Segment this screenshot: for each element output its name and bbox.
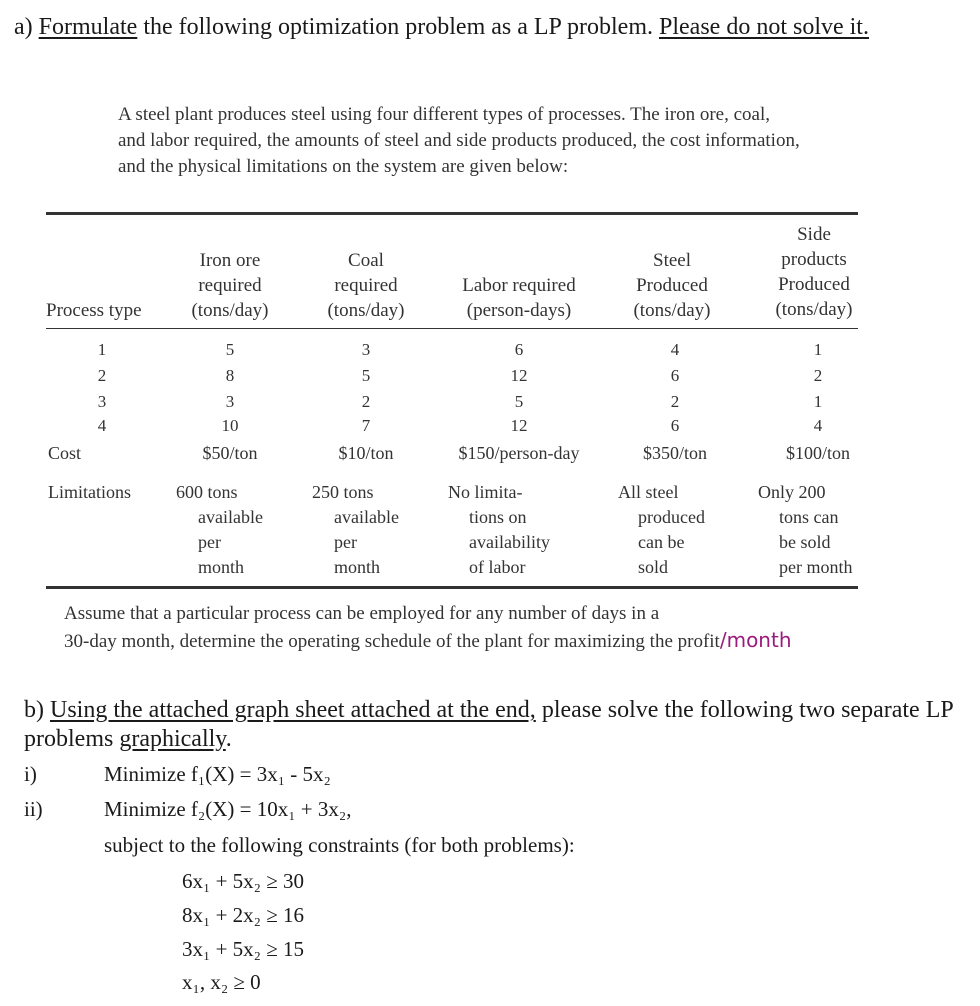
constraint-3: 3x₁ + 5x₂ ≥ 15 xyxy=(182,937,305,961)
heading-middle: the following optimization problem as a LP problem. xyxy=(137,14,659,40)
heading-rest: please solve the following two separate LP xyxy=(535,697,954,723)
part-b-label: b) xyxy=(24,697,50,723)
heading-do-not-solve: Please do not solve it. xyxy=(659,14,869,40)
cost-iron-ore: $50/ton xyxy=(202,443,258,463)
part-a-label: a) xyxy=(14,14,33,40)
limitation-steel: All steel produced can be sold xyxy=(618,482,705,577)
header-labor: Labor required (person-days) xyxy=(462,275,576,321)
constraint-2: 8x₁ + 2x₂ ≥ 16 xyxy=(182,903,305,927)
assume-line: 30-day month, determine the operating schedule of the plant for maximizing the profit xyxy=(64,631,720,652)
table-cell: 3 xyxy=(97,392,107,411)
table-cell: 4 xyxy=(813,416,823,435)
header-steel: Steel Produced (tons/day) xyxy=(633,250,711,321)
header-process-type: Process type xyxy=(46,300,142,321)
table-cell: 3 xyxy=(361,340,371,359)
table-bottom-rule xyxy=(46,586,858,589)
table-header-rule xyxy=(46,328,858,329)
table-cell: 12 xyxy=(510,416,528,435)
cost-label: Cost xyxy=(48,443,82,463)
table-cell: 4 xyxy=(97,416,107,435)
intro-line: and labor required, the amounts of steel and side products produced, the cost information, xyxy=(118,130,800,151)
table-cell: 6 xyxy=(514,340,524,359)
part-b-heading-line2: problems graphically. xyxy=(24,726,232,752)
table-cell: 8 xyxy=(225,366,235,385)
cost-labor: $150/person-day xyxy=(458,443,580,463)
problem-ii-objective: Minimize f₂(X) = 10x₁ + 3x₂, xyxy=(104,797,352,821)
problem-i-number: i) xyxy=(24,762,37,786)
table-cell: 12 xyxy=(510,366,528,385)
intro-paragraph xyxy=(118,102,948,180)
limitation-labor: No limita- tions on availability of labor xyxy=(448,482,550,577)
part-b-heading xyxy=(24,697,954,724)
header-coal: Coal required (tons/day) xyxy=(327,250,405,321)
intro-line: A steel plant produces steel using four different types of processes. The iron ore, coal, xyxy=(118,104,770,125)
limitations-label: Limitations xyxy=(48,482,131,502)
table-cell: 1 xyxy=(813,340,823,359)
table-cell: 4 xyxy=(670,340,680,359)
table-cell: 7 xyxy=(361,416,371,435)
subject-to: subject to the following constraints (for both problems): xyxy=(104,833,575,857)
table-cell: 1 xyxy=(97,340,107,359)
table-top-rule xyxy=(46,212,858,215)
problem-i-objective: Minimize f₁(X) = 3x₁ - 5x₂ xyxy=(104,762,331,786)
assume-paragraph xyxy=(64,601,944,655)
limitation-side-products: Only 200 tons can be sold per month xyxy=(758,482,853,577)
heading-graph-sheet: Using the attached graph sheet attached at the end, xyxy=(50,697,536,723)
table-cell: 2 xyxy=(813,366,823,385)
intro-line: and the physical limitations on the system are given below: xyxy=(118,156,569,177)
table-cell: 6 xyxy=(670,366,680,385)
cost-side-products: $100/ton xyxy=(785,443,850,463)
table-cell: 1 xyxy=(813,392,823,411)
part-a-heading xyxy=(14,14,869,41)
table-cell: 3 xyxy=(225,392,235,411)
table-cell: 6 xyxy=(670,416,680,435)
assume-line: Assume that a particular process can be employed for any number of days in a xyxy=(64,603,660,624)
heading-formulate: Formulate xyxy=(38,14,138,40)
handwritten-month: /month xyxy=(719,628,792,652)
table-cell: 5 xyxy=(514,392,524,411)
limitation-coal: 250 tons available per month xyxy=(312,482,399,577)
constraint-nonneg: x₁, x₂ ≥ 0 xyxy=(182,970,261,994)
problem-ii-number: ii) xyxy=(24,797,43,821)
cost-steel: $350/ton xyxy=(642,443,707,463)
heading-graphically: graphically xyxy=(119,726,226,752)
table-cell: 2 xyxy=(361,392,371,411)
header-iron-ore: Iron ore required (tons/day) xyxy=(191,250,269,321)
table-cell: 2 xyxy=(670,392,680,411)
table-cell: 10 xyxy=(221,416,239,435)
table-cell: 5 xyxy=(225,340,235,359)
cost-coal: $10/ton xyxy=(338,443,394,463)
header-side-products: Side products Produced (tons/day) xyxy=(775,224,853,320)
constraint-1: 6x₁ + 5x₂ ≥ 30 xyxy=(182,869,305,893)
limitation-iron-ore: 600 tons available per month xyxy=(176,482,263,577)
table-cell: 5 xyxy=(361,366,371,385)
table-cell: 2 xyxy=(97,366,107,385)
